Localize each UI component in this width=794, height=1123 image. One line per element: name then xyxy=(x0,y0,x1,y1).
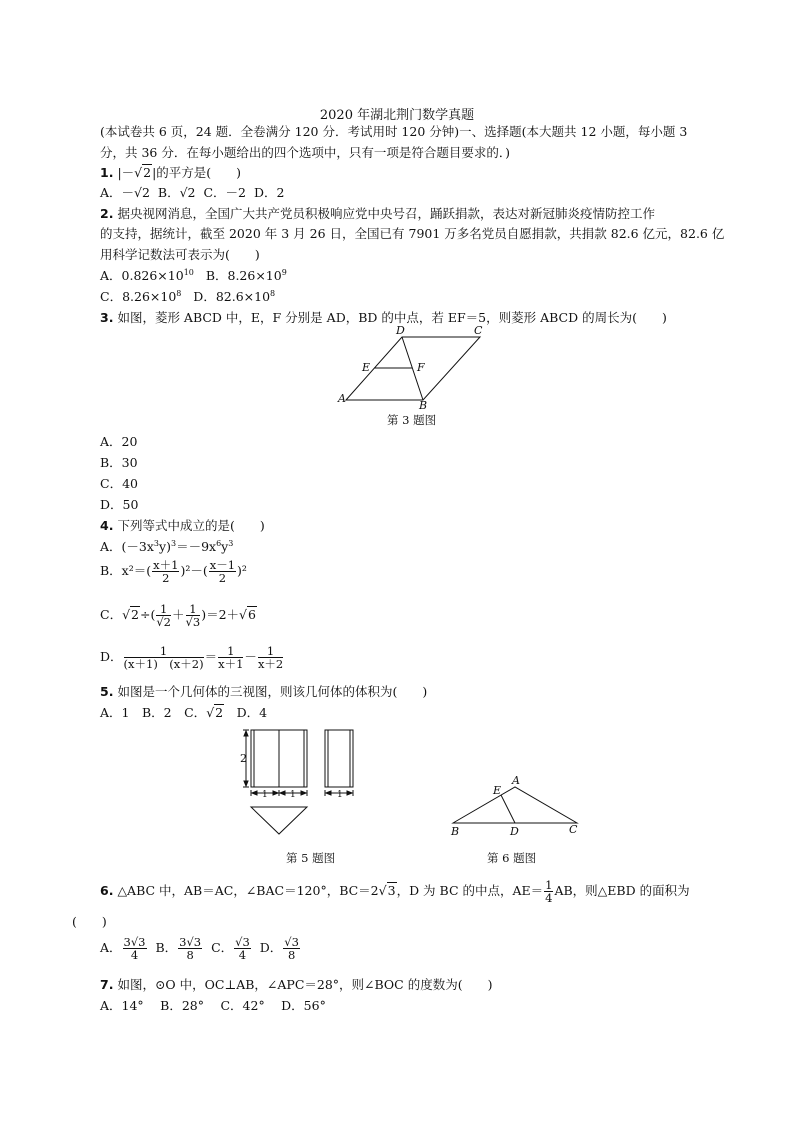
option-b: B．8.26×10 xyxy=(205,268,282,283)
numerator: 1 xyxy=(124,645,204,658)
denominator: x＋2 xyxy=(257,657,284,672)
point-label-e: E xyxy=(362,361,371,374)
figure-5-caption: 第 5 题图 xyxy=(286,851,336,865)
question-2-line-2: 的支持，据统计，截至 2020 年 3 月 26 日，全国已有 7901 万多名党员自愿捐款，共捐款 82.6 亿元，82.6 亿 xyxy=(100,226,725,241)
numerator: 1 xyxy=(218,645,243,658)
dimension-label-height: 2 xyxy=(240,752,247,765)
question-text: 如图，⊙O 中，OC⊥AB，∠APC＝28°，则∠BOC 的度数为( ) xyxy=(117,977,493,992)
option-b-part: )²－( xyxy=(180,563,208,579)
denominator: 8 xyxy=(186,948,194,963)
denominator: 2 xyxy=(162,571,170,586)
option-a-part: y) xyxy=(159,539,171,554)
radicand: 2 xyxy=(143,165,152,180)
question-text: 如图，菱形 ABCD 中，E，F 分别是 AD，BD 的中点，若 EF＝5，则菱形 ABCD 的周长为( ) xyxy=(117,310,667,325)
option-d-part: ＝ xyxy=(204,649,218,665)
option-c: C．8.26×10 xyxy=(100,289,177,304)
option-d: D．82.6×10 xyxy=(193,289,271,304)
denominator: x＋1 xyxy=(218,657,244,672)
radicand: 2 xyxy=(131,607,139,623)
question-text: AB，则△EBD 的面积为 xyxy=(554,883,690,899)
question-6: 6. △ABC 中，AB＝AC，∠BAC＝120°，BC＝2√3，D 为 BC 的中点，AE＝ $\frac{1}{4}$ AB，则△EBD 的面积为 xyxy=(100,878,690,906)
question-text: |的平方是( ) xyxy=(152,165,242,180)
numerator: x＋1 xyxy=(153,558,179,572)
exponent: 8 xyxy=(176,289,182,298)
option-d: D．2 xyxy=(253,185,285,200)
option-b: B．x²＝( xyxy=(100,563,152,579)
fraction xyxy=(283,936,300,961)
question-2-line-3: 用科学记数法可表示为( ) xyxy=(100,247,260,262)
option-b: B．√2 xyxy=(157,185,196,200)
option-b: B． xyxy=(155,940,178,956)
option-c-part: )＝2＋ xyxy=(201,607,240,623)
point-label-f: F xyxy=(417,361,425,374)
option-c: C．40 xyxy=(100,476,138,491)
option-d: D．50 xyxy=(100,497,139,512)
option-d: D． xyxy=(259,940,283,956)
dimension-label-width: 1 xyxy=(290,790,296,800)
option-c: C．－2 xyxy=(203,185,246,200)
denominator: √2 xyxy=(156,615,172,630)
option-a: A． xyxy=(100,940,122,956)
figure-6-caption: 第 6 题图 xyxy=(487,851,537,865)
question-text: 如图是一个几何体的三视图，则该几何体的体积为( ) xyxy=(117,684,428,699)
question-7 xyxy=(100,975,492,993)
option-a: A．－√2 xyxy=(100,185,150,200)
dimension-label-width: 1 xyxy=(337,790,343,800)
page-title: 2020 年湖北荆门数学真题 xyxy=(319,108,475,123)
question-text: △ABC 中，AB＝AC，∠BAC＝120°，BC＝2 xyxy=(117,883,379,899)
radicand: 3 xyxy=(387,883,396,899)
option-a: A．(－3x xyxy=(100,539,154,554)
denominator: 2 xyxy=(218,571,227,586)
denominator: 4 xyxy=(238,948,247,963)
numerator: 1 xyxy=(258,645,283,658)
question-text: |－ xyxy=(117,165,135,180)
question-1: 1. |－√2|的平方是( ) xyxy=(100,165,242,180)
question-number: 7. xyxy=(100,977,114,992)
denominator: (x＋1) (x＋2) xyxy=(123,657,204,672)
denominator: √3 xyxy=(185,615,201,630)
option-c-part: ÷( xyxy=(140,607,156,623)
denominator: 8 xyxy=(287,948,296,963)
numerator: 1 xyxy=(186,603,201,616)
vertex-label-b: B xyxy=(451,825,460,838)
exponent: 8 xyxy=(270,289,276,298)
fraction xyxy=(544,879,553,904)
numerator: x－1 xyxy=(209,558,236,572)
question-number: 3. xyxy=(100,310,114,325)
vertex-label-c: C xyxy=(569,823,578,836)
numerator: √3 xyxy=(235,935,250,949)
exponent: 10 xyxy=(183,268,194,277)
question-6-options xyxy=(100,936,301,961)
question-text: ，D 为 BC 的中点，AE＝ xyxy=(396,883,544,899)
question-4-option-a: A．$(-3x^3y)^3=-9x^6y^3$ xyxy=(100,539,234,554)
fraction xyxy=(123,936,147,961)
option-d: D． xyxy=(100,649,123,665)
vertex-label-a: A xyxy=(512,774,520,787)
question-number: 6. xyxy=(100,883,114,899)
figure-3-caption: 第 3 题图 xyxy=(387,413,437,427)
vertex-label-a: A xyxy=(338,392,346,405)
question-text: 下列等式中成立的是( ) xyxy=(117,518,265,533)
point-label-e: E xyxy=(493,784,502,797)
options-text: D．4 xyxy=(224,705,268,720)
fraction xyxy=(234,936,251,961)
intro-line-2: 分，共 36 分．在每小题给出的四个选项中，只有一项是符合题目要求的．) xyxy=(100,145,510,160)
exponent: 9 xyxy=(281,268,287,277)
question-7-options: A．14° B．28° C．42° D．56° xyxy=(100,998,326,1013)
question-4-option-c: C．√2÷( $\frac{1}{√2}$ ＋ $\frac{1}{√3}$ )＝2＋√6 xyxy=(100,602,256,630)
question-5-options: A．1 B．2 C．√2 D．4 xyxy=(100,705,268,720)
question-number: 4. xyxy=(100,518,114,533)
vertex-label-b: B xyxy=(419,399,428,412)
denominator: 4 xyxy=(545,891,553,906)
vertex-label-c: C xyxy=(474,324,483,337)
option-c-part: ＋ xyxy=(172,607,185,623)
option-d-part: － xyxy=(244,649,257,665)
option-a-part: ＝－9x xyxy=(176,539,217,554)
radicand: 2 xyxy=(215,705,224,720)
option-b: B．30 xyxy=(100,455,138,470)
denominator: 4 xyxy=(130,948,139,963)
option-b-part: )² xyxy=(237,563,247,579)
option-a-part: y xyxy=(221,539,229,554)
numerator: 1 xyxy=(545,878,553,892)
point-label-d: D xyxy=(510,825,519,838)
question-number: 2. xyxy=(100,206,114,221)
option-a: A．0.826×10 xyxy=(100,268,184,283)
option-c: C． xyxy=(100,607,123,623)
option-c: C． xyxy=(211,940,234,956)
vertex-label-d: D xyxy=(396,324,405,337)
numerator: 3√3 xyxy=(179,935,202,949)
numerator: 3√3 xyxy=(123,935,146,949)
numerator: √3 xyxy=(284,935,299,949)
numerator: 1 xyxy=(156,603,171,616)
options-text: A．1 B．2 C． xyxy=(100,705,207,720)
question-6-answer-blank: ( ) xyxy=(72,914,107,929)
question-text: 据央视网消息，全国广大共产党员积极响应党中央号召，踊跃捐款，表达对新冠肺炎疫情防控工作 xyxy=(117,206,655,221)
radicand: 6 xyxy=(248,607,256,623)
question-number: 5. xyxy=(100,684,114,699)
fraction xyxy=(178,936,202,961)
option-a: A．20 xyxy=(100,434,138,449)
intro-line-1: (本试卷共 6 页，24 题．全卷满分 120 分．考试用时 120 分钟)一、选择题(本大题共 12 小题，每小题 3 xyxy=(100,124,688,139)
question-number: 1. xyxy=(100,165,114,180)
dimension-label-width: 1 xyxy=(262,790,268,800)
